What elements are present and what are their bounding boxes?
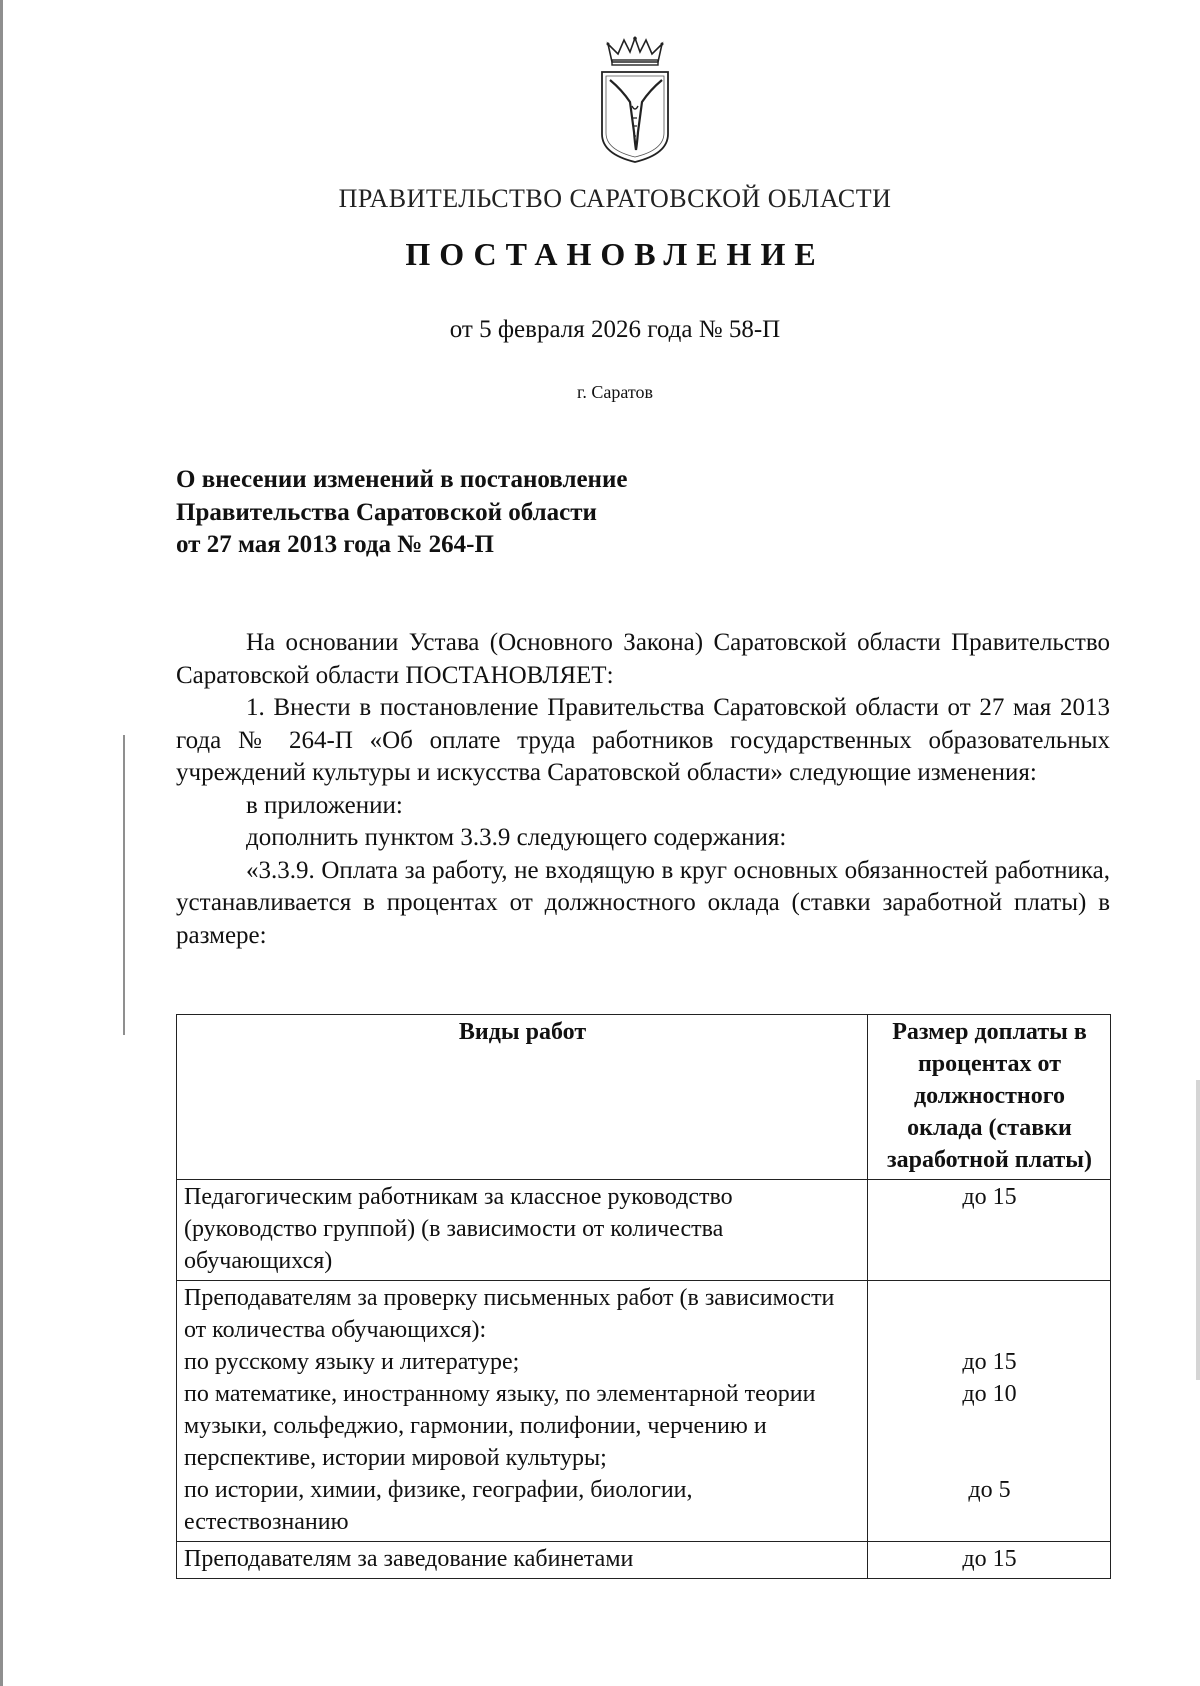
pay-value: до 10	[962, 1381, 1017, 1407]
body-paragraph: «3.3.9. Оплата за работу, не входящую в круг основных обязанностей работника, устанавливается в процентах от должностного оклада (ставки заработной платы) в размере:	[176, 856, 1110, 949]
body-paragraph: На основании Устава (Основного Закона) Саратовской области Правительство Саратовской области ПОСТАНОВЛЯЕТ:	[176, 629, 1110, 689]
subject-line: от 27 мая 2013 года № 264-П	[176, 531, 494, 558]
payment-table	[176, 1014, 1111, 1579]
table-row	[177, 1180, 1111, 1281]
table-row	[177, 1542, 1111, 1579]
pay-cell: до 15	[868, 1542, 1111, 1579]
pay-value: до 5	[968, 1477, 1011, 1503]
work-cell: Преподавателям за заведование кабинетами	[177, 1542, 868, 1579]
table-row	[177, 1281, 1111, 1542]
work-item: по русскому языку и литературе;	[184, 1349, 520, 1375]
body-paragraph: в приложении:	[246, 791, 403, 819]
body-paragraph: 1. Внести в постановление Правительства Саратовской области от 27 мая 2013 года № 264-П «Об оплате труда работников государственных образовательных учреждений культуры и искусства Саратовской области» следующие изменения:	[176, 694, 1110, 786]
work-intro: Преподавателям за проверку письменных работ (в зависимости от количества обучающихся):	[184, 1285, 835, 1343]
header-work-types: Виды работ	[177, 1015, 868, 1180]
scan-edge-right	[1196, 1080, 1200, 1380]
pay-value: до 15	[962, 1349, 1017, 1375]
work-item: по истории, химии, физике, географии, биологии, естествознанию	[184, 1477, 693, 1535]
document-date-number: от 5 февраля 2026 года № 58-П	[449, 316, 781, 343]
document-type: ПОСТАНОВЛЕНИЕ	[405, 236, 825, 272]
subject-line: Правительства Саратовской области	[176, 498, 597, 526]
work-cell: Педагогическим работникам за классное руководство (руководство группой) (в зависимости от количества обучающихся)	[177, 1180, 868, 1281]
subject-line: О внесении изменений в постановление	[176, 466, 628, 493]
pay-cell	[868, 1281, 1111, 1542]
pay-cell: до 15	[868, 1180, 1111, 1281]
document-body	[176, 627, 1110, 952]
document-city: г. Саратов	[577, 382, 653, 402]
document-subject	[176, 464, 876, 562]
table-header-row	[177, 1015, 1111, 1180]
government-title: ПРАВИТЕЛЬСТВО САРАТОВСКОЙ ОБЛАСТИ	[338, 184, 892, 213]
coat-of-arms-icon	[596, 36, 674, 164]
header-pay-size: Размер доплаты в процентах от должностного оклада (ставки заработной платы)	[868, 1015, 1111, 1180]
work-item: по математике, иностранному языку, по элементарной теории музыки, сольфеджио, гармонии, полифонии, черчению и перспективе, истории мировой культуры;	[184, 1381, 816, 1471]
margin-mark	[123, 735, 125, 1035]
work-cell	[177, 1281, 868, 1542]
body-paragraph: дополнить пунктом 3.3.9 следующего содержания:	[246, 824, 787, 851]
